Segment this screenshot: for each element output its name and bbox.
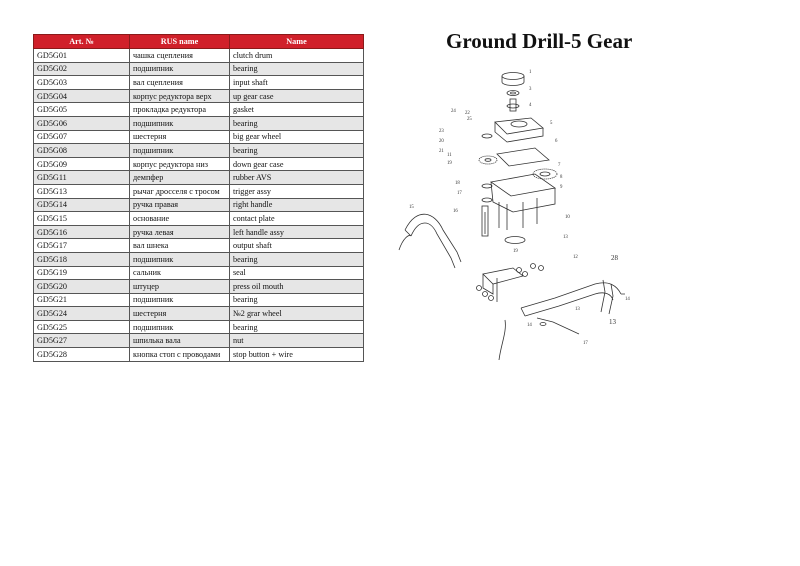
cell-art-no: GD5G03	[34, 76, 130, 90]
cell-name: bearing	[230, 116, 364, 130]
callout-label: 17	[457, 191, 462, 196]
cell-rus-name: подшипник	[130, 144, 230, 158]
cell-name: press oil mouth	[230, 280, 364, 294]
cell-name: bearing	[230, 293, 364, 307]
callout-label: 19	[513, 249, 518, 254]
table-row	[34, 307, 364, 321]
cell-art-no: GD5G21	[34, 293, 130, 307]
table-row	[34, 103, 364, 117]
cell-name: stop button + wire	[230, 348, 364, 362]
cell-art-no: GD5G19	[34, 266, 130, 280]
header-rus-name: RUS name	[130, 35, 230, 49]
callout-label: 24	[451, 109, 456, 114]
table-row	[34, 293, 364, 307]
callout-label: 23	[439, 129, 444, 134]
left-handle-part	[399, 214, 461, 268]
callout-label: 11	[447, 153, 452, 158]
callout-label: 21	[439, 149, 444, 154]
cell-rus-name: подшипник	[130, 293, 230, 307]
cell-name: input shaft	[230, 76, 364, 90]
cell-rus-name: ручка правая	[130, 198, 230, 212]
cell-name: bearing	[230, 252, 364, 266]
cell-name: gasket	[230, 103, 364, 117]
cell-rus-name: штуцер	[130, 280, 230, 294]
bearing-part	[507, 91, 519, 96]
cell-art-no: GD5G17	[34, 239, 130, 253]
cell-art-no: GD5G07	[34, 130, 130, 144]
cell-rus-name: сальник	[130, 266, 230, 280]
cell-name: seal	[230, 266, 364, 280]
table-row	[34, 348, 364, 362]
callout-label: 1	[529, 70, 532, 75]
cell-art-no: GD5G09	[34, 157, 130, 171]
cell-rus-name: прокладка редуктора	[130, 103, 230, 117]
cell-rus-name: корпус редуктора низ	[130, 157, 230, 171]
gasket-part	[497, 148, 549, 166]
table-row	[34, 76, 364, 90]
cell-art-no: GD5G16	[34, 225, 130, 239]
cell-art-no: GD5G13	[34, 184, 130, 198]
page-title: Ground Drill-5 Gear	[446, 29, 633, 53]
callout-label: 17	[583, 341, 588, 346]
cell-name: down gear case	[230, 157, 364, 171]
cell-name: trigger assy	[230, 184, 364, 198]
table-row	[34, 184, 364, 198]
cell-art-no: GD5G24	[34, 307, 130, 321]
cell-name: bearing	[230, 144, 364, 158]
table-row	[34, 212, 364, 226]
trigger-assy-part	[537, 318, 579, 334]
cell-rus-name: рычаг дросселя с тросом	[130, 184, 230, 198]
cell-art-no: GD5G01	[34, 49, 130, 63]
cell-name: right handle	[230, 198, 364, 212]
parts-table	[33, 34, 364, 362]
table-row	[34, 49, 364, 63]
cell-art-no: GD5G11	[34, 171, 130, 185]
cell-art-no: GD5G18	[34, 252, 130, 266]
table-row	[34, 239, 364, 253]
cell-rus-name: вал шнека	[130, 239, 230, 253]
header-name: Name	[230, 35, 364, 49]
cell-rus-name: кнопка стоп с проводами	[130, 348, 230, 362]
input-shaft-part	[507, 99, 519, 111]
cell-rus-name: шестерня	[130, 307, 230, 321]
table-row	[34, 280, 364, 294]
callout-label: 12	[573, 255, 578, 260]
gear-wheel-2-part	[479, 156, 497, 164]
callout-label: 19	[447, 161, 452, 166]
cell-name: up gear case	[230, 89, 364, 103]
callout-label: 28	[611, 254, 618, 262]
output-shaft-part	[482, 206, 488, 236]
table-row	[34, 116, 364, 130]
table-row	[34, 334, 364, 348]
callout-label: 14	[527, 323, 532, 328]
callout-label: 7	[558, 163, 561, 168]
cell-rus-name: подшипник	[130, 252, 230, 266]
callout-label: 18	[455, 181, 460, 186]
exploded-gear-diagram	[395, 62, 645, 362]
cell-name: nut	[230, 334, 364, 348]
cell-name: contact plate	[230, 212, 364, 226]
table-row	[34, 225, 364, 239]
callout-label: 15	[409, 205, 414, 210]
callout-label: 22	[465, 111, 470, 116]
cell-rus-name: корпус редуктора верх	[130, 89, 230, 103]
cell-name: output shaft	[230, 239, 364, 253]
cell-name: rubber AVS	[230, 171, 364, 185]
cell-art-no: GD5G25	[34, 320, 130, 334]
cell-art-no: GD5G20	[34, 280, 130, 294]
cell-rus-name: подшипник	[130, 62, 230, 76]
cell-rus-name: шестерня	[130, 130, 230, 144]
cell-name: big gear wheel	[230, 130, 364, 144]
cell-name: left handle assy	[230, 225, 364, 239]
table-row	[34, 252, 364, 266]
callout-label: 10	[565, 215, 570, 220]
cell-art-no: GD5G02	[34, 62, 130, 76]
callout-label: 20	[439, 139, 444, 144]
table-row	[34, 171, 364, 185]
right-handle-part	[521, 280, 625, 316]
header-row	[34, 35, 364, 49]
cell-name: bearing	[230, 62, 364, 76]
table-row	[34, 320, 364, 334]
callout-label: 16	[453, 209, 458, 214]
cell-name: bearing	[230, 320, 364, 334]
table-row	[34, 157, 364, 171]
cell-rus-name: чашка сцепления	[130, 49, 230, 63]
cell-art-no: GD5G14	[34, 198, 130, 212]
table-row	[34, 89, 364, 103]
header-art-no: Art. №	[34, 35, 130, 49]
cell-rus-name: ручка левая	[130, 225, 230, 239]
table-row	[34, 62, 364, 76]
callout-label: 25	[467, 117, 472, 122]
cell-art-no: GD5G08	[34, 144, 130, 158]
callout-label: 8	[560, 175, 563, 180]
callout-label: 14	[625, 297, 630, 302]
cell-art-no: GD5G28	[34, 348, 130, 362]
parts-table-body	[34, 49, 364, 362]
callout-label: 9	[560, 185, 563, 190]
cell-name: clutch drum	[230, 49, 364, 63]
cell-rus-name: шпилька вала	[130, 334, 230, 348]
cell-art-no: GD5G04	[34, 89, 130, 103]
cell-rus-name: вал сцепления	[130, 76, 230, 90]
cell-rus-name: основание	[130, 212, 230, 226]
clutch-drum-part	[502, 73, 524, 86]
cell-name: №2 grar wheel	[230, 307, 364, 321]
table-row	[34, 130, 364, 144]
cell-art-no: GD5G15	[34, 212, 130, 226]
table-row	[34, 144, 364, 158]
cell-rus-name: подшипник	[130, 116, 230, 130]
cell-rus-name: демпфер	[130, 171, 230, 185]
cell-rus-name: подшипник	[130, 320, 230, 334]
cell-art-no: GD5G06	[34, 116, 130, 130]
table-row	[34, 198, 364, 212]
callout-label: 5	[550, 121, 553, 126]
callout-label: 6	[555, 139, 558, 144]
big-gear-wheel-part	[533, 169, 557, 179]
callout-label: 4	[529, 103, 532, 108]
cell-art-no: GD5G05	[34, 103, 130, 117]
cell-art-no: GD5G27	[34, 334, 130, 348]
up-gear-case-part	[495, 118, 543, 142]
callout-label: 13	[563, 235, 568, 240]
callout-label: 13	[609, 318, 616, 326]
stud-bolts	[499, 198, 537, 230]
callout-label: 3	[529, 87, 532, 92]
table-row	[34, 266, 364, 280]
callout-label: 13	[575, 307, 580, 312]
parts-table-header	[34, 35, 364, 49]
